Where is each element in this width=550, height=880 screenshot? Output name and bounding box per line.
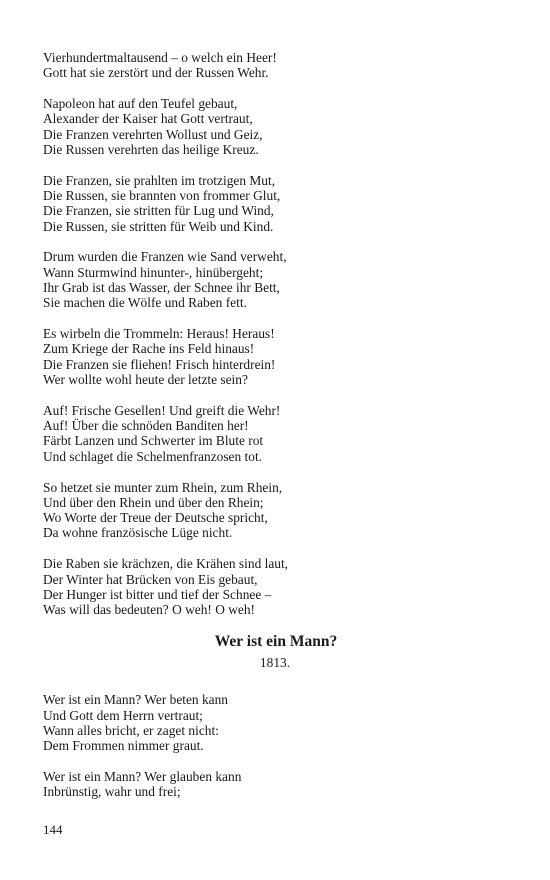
stanza xyxy=(43,403,503,464)
verse-line: Inbrünstig, wahr und frei; xyxy=(43,784,181,800)
verse-line: Die Franzen verehrten Wollust und Geiz, xyxy=(43,126,263,142)
verse-line: Wer wollte wohl heute der letzte sein? xyxy=(43,372,248,388)
stanza xyxy=(43,556,503,617)
verse-line: Der Hunger ist bitter und tief der Schnee – xyxy=(43,586,272,602)
verse-line: Wer ist ein Mann? Wer beten kann xyxy=(43,692,229,708)
page-number: 144 xyxy=(43,822,63,837)
stanza xyxy=(43,96,503,157)
stanza xyxy=(43,50,503,81)
verse-line: Auf! Über die schnöden Banditen her! xyxy=(43,418,249,434)
verse-line: Die Franzen, sie stritten für Lug und Wind, xyxy=(43,203,274,219)
verse-line: Wer ist ein Mann? Wer glauben kann xyxy=(43,769,242,785)
verse-line: Ihr Grab ist das Wasser, der Schnee ihr Bett, xyxy=(43,280,280,296)
verse-line: Drum wurden die Franzen wie Sand verweht, xyxy=(43,249,287,265)
stanza xyxy=(43,249,503,310)
verse-line: Auf! Frische Gesellen! Und greift die Wehr! xyxy=(43,402,281,418)
verse-line: Und Gott dem Herrn vertraut; xyxy=(43,707,203,723)
verse-line: Gott hat sie zerstört und der Russen Wehr. xyxy=(43,65,269,81)
poem-1 xyxy=(43,50,503,617)
verse-line: Vierhundertmaltausend – o welch ein Heer! xyxy=(43,50,277,65)
verse-line: Die Russen, sie brannten von frommer Glut, xyxy=(43,188,281,204)
verse-line: Die Russen verehrten das heilige Kreuz. xyxy=(43,141,259,157)
poem-2 xyxy=(43,633,503,799)
verse-line: Die Raben sie krächzen, die Krähen sind laut, xyxy=(43,556,289,572)
verse-line: Und schlaget die Schelmenfranzosen tot. xyxy=(43,448,263,464)
stanza xyxy=(43,326,503,387)
stanza xyxy=(43,480,503,541)
verse-line: Die Russen, sie stritten für Weib und Kind. xyxy=(43,218,274,234)
verse-line: Wann Sturmwind hinunter-, hinübergeht; xyxy=(43,264,264,280)
verse-line: Färbt Lanzen und Schwerter im Blute rot xyxy=(43,433,264,449)
verse-line: Wann alles bricht, er zaget nicht: xyxy=(43,723,219,738)
verse-line: Der Winter hat Brücken von Eis gebaut, xyxy=(43,571,258,587)
verse-line: Es wirbeln die Trommeln: Heraus! Heraus! xyxy=(43,326,275,342)
poem-year: 1813. xyxy=(259,655,291,671)
verse-line: Die Franzen, sie prahlten im trotzigen Mut, xyxy=(43,172,276,188)
verse-line: Da wohne französische Lüge nicht. xyxy=(43,525,233,541)
verse-line: Was will das bedeuten? O weh! O weh! xyxy=(43,602,255,618)
page-content xyxy=(43,50,503,815)
verse-line: Sie machen die Wölfe und Raben fett. xyxy=(43,295,247,311)
verse-line: Zum Kriege der Rache ins Feld hinaus! xyxy=(43,341,255,357)
stanza xyxy=(43,173,503,234)
verse-line: Die Franzen sie fliehen! Frisch hinterdrein! xyxy=(43,356,276,372)
verse-line: Alexander der Kaiser hat Gott vertraut, xyxy=(43,111,253,127)
stanza xyxy=(43,692,503,753)
verse-line: So hetzet sie munter zum Rhein, zum Rhein, xyxy=(43,479,283,495)
verse-line: Dem Frommen nimmer graut. xyxy=(43,738,204,754)
verse-line: Napoleon hat auf den Teufel gebaut, xyxy=(43,96,238,112)
verse-line: Und über den Rhein und über den Rhein; xyxy=(43,494,264,510)
verse-line: Wo Worte der Treue der Deutsche spricht, xyxy=(43,510,268,526)
stanza xyxy=(43,769,503,800)
poem-title: Wer ist ein Mann? xyxy=(214,633,338,651)
